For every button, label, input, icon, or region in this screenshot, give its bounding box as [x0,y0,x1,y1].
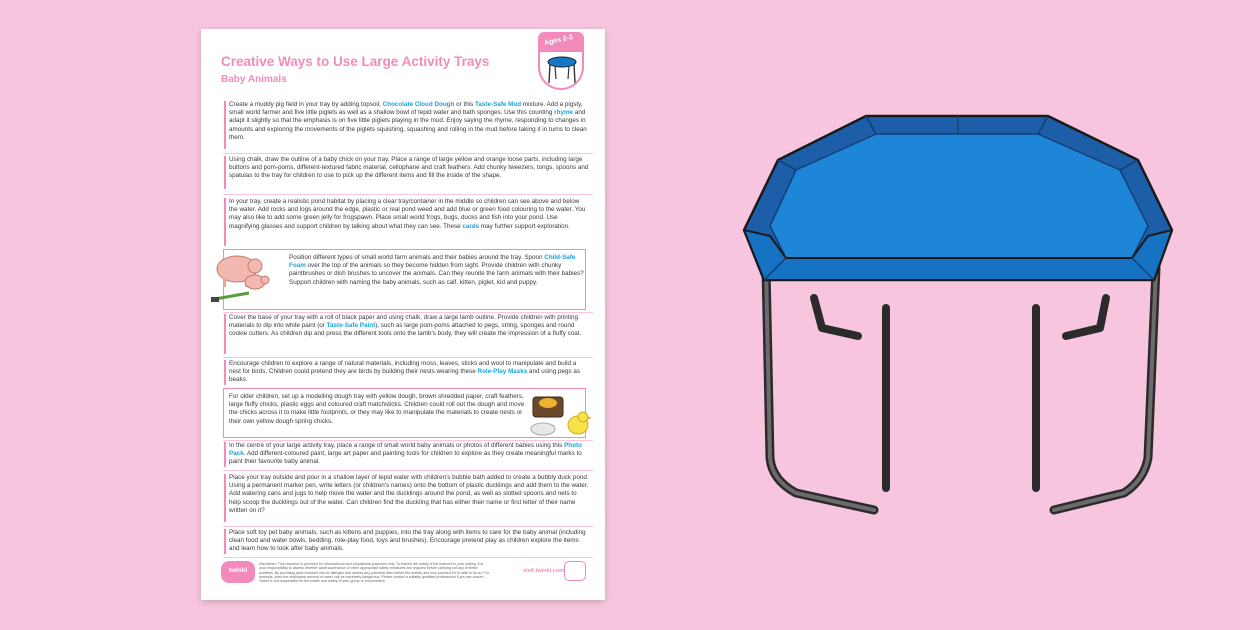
paragraph-marker [224,101,226,149]
twinkl-logo [221,561,255,583]
activity-paragraph [229,529,589,555]
activity-sheet [201,29,605,600]
activity-paragraph [229,198,589,248]
chick-and-nest-illustration [523,389,597,441]
paragraph-text: Position different types of small world farm animals and their babies around the tray. Spoon [289,254,545,261]
paragraph-marker [224,360,226,385]
paragraph-text: may further support exploration. [479,222,570,230]
paragraph-text: In your tray, create a realistic pond habitat by placing a clear tray/container in the middle so children can see above and below the water. Add rocks and logs around the edge, plastic or real pond weed and add blue or green food colouring to the water. You may also like to add some green jelly for frogspawn. Place small world frogs, bugs, ducks and fish into your pond. Use magnifying glasses and support children by talking about what they can see. These [229,198,586,230]
activity-paragraph [229,393,529,435]
divider [223,470,593,471]
logo-text: twinkl [228,567,248,574]
twinkl-badge-icon [564,561,586,581]
divider [223,357,593,358]
paragraph-text: and adapt it slightly so that the emphasis is on five little piglets playing in the mud. Enjoy saying the rhyme, responding to changes in amounts and exploring the movements of the piglets squishing, squashing and rolling in the mud before taking it in turns to clean them. [229,109,587,141]
paragraph-text: For older children, set up a modelling dough tray with yellow dough, brown shredded paper, craft feathers, large fluffy chicks, plastic eggs and coloured craft matchsticks. Children could roll out the dough and move the chicks across it to make little footprints, or they may like to manipulate the materials to create nests or their own yellow dough spring chicks. [229,393,525,425]
paragraph-text: mixture. Add a pigsty, small world farmer and five little piglets as well as a shallow bowl of tepid water and bath sponges. Use this counting [229,101,583,117]
resource-link[interactable]: Child-Safe Foam [289,254,576,270]
paragraph-marker [224,442,226,467]
paragraph-marker [224,529,226,554]
age-label: Ages 2-3 [543,34,574,47]
footer-divider [223,557,593,558]
paragraph-text: Place your tray outside and pour in a shallow layer of tepid water with children's bubble bath added to create a bubbly duck pond. Using a permanent marker pen, write letters (or children's names) onto the bottom of plastic ducklings and add them to the water. Add watering cans and jugs to help move the water and the ducklings around the pond, as well as slotted spoons and nets to help scoop the ducklings out of the water. Can children find the duckling that has either their name or first letter of their name written on it? [229,474,589,514]
activity-paragraph [229,360,589,386]
resource-link[interactable]: Taste-Safe Mud [475,101,522,108]
paragraph-text: Using chalk, draw the outline of a baby chick on your tray. Place a range of large yellow and orange loose parts, including large buttons and pom-poms, different-textured fabric material, cellophane and craft feathers. Add chunky tweezers, tongs, spoons and spatulas to the tray for children to use to pick up the different items and fill the inside of the shape. [229,156,589,180]
paragraph-text: or this [454,101,476,108]
activity-tray-illustration [736,108,1182,516]
paragraph-text: . Add different-coloured paint, large art paper and painting tools for children to explore as they create meaningful marks to paint their favourite baby animal. [229,450,582,466]
paragraph-text: ), such as large pom-poms attached to pegs, string, sponges and round cookie cutters. As children dip and press the different tools onto the lamb's body, they will create the impression of a fluffy coat. [229,322,582,338]
activity-paragraph [229,101,589,151]
resource-link[interactable]: Photo Pack [229,442,582,458]
paragraph-text: Create a muddy pig field in your tray by adding topsoil, [229,101,383,108]
divider [223,440,593,441]
paragraph-text: Cover the base of your tray with a roll of black paper and using chalk, draw a large lamb outline. Provide children with printing materials to dip into white paint (or [229,314,578,330]
page-title: Creative Ways to Use Large Activity Trays [221,54,490,69]
disclaimer-text: Disclaimer: This resource is provided for informational and educational purposes only. To ensure the safety of the learners in your setting, it is your responsibility to assess whether adult supervision or other appropriate safety measures are required before carrying out any of these activities. By providing adult-checked risk for allergies and assess any potential risks before the activity and only proceed if it is safe to do so. For example, even the shallowest amount of water can be extremely dangerous. Please contact a suitably qualified professional if you are unsure. Twinkl is not responsible for the health and safety of your group or environment. [259,562,489,584]
divider [223,526,593,527]
paragraph-marker [224,474,226,522]
tray-icon [545,53,579,87]
paragraph-text: over the top of the animals so they become hidden from sight. Provide children with chunky paintbrushes or dish brushes to uncover the animals. Can they reunite the farm animals with their babies? Support children with naming the baby animals, such as calf, kitten, piglet, kid and puppy. [289,262,584,286]
age-badge [538,32,584,90]
paragraph-marker [224,198,226,246]
footer-url-link[interactable]: visit twinkl.com [523,568,564,574]
resource-link[interactable]: rhyme [554,109,574,117]
paragraph-text: Place soft toy pet baby animals, such as kittens and puppies, into the tray along with items to care for the baby animal (including clean food and water bowls, bedding, role-play food, toys and brushes). Encourage pretend play as children explore the items and learn how to look after baby animals. [229,529,586,553]
resource-link[interactable]: cards [462,222,480,230]
paragraph-text: In the centre of your large activity tray, place a range of small world baby animals or photos of different babies using this [229,442,565,449]
paragraph-text: Encourage children to explore a range of natural materials, including moss, leaves, sticks and wool to manipulate and build a nest for birds. Children could pretend they are birds by building their nests wearing these [229,360,577,376]
resource-link[interactable]: Chocolate Cloud Dough [382,101,455,108]
page-subtitle: Baby Animals [221,74,287,85]
resource-link[interactable]: Role-Play Masks [477,368,528,376]
divider [223,153,593,154]
activity-paragraph [229,442,589,468]
activity-paragraph [229,474,589,524]
divider [223,194,593,195]
divider [223,312,593,313]
paragraph-marker [224,314,226,354]
activity-paragraph [289,254,585,304]
pig-and-piglet-illustration [209,247,279,305]
activity-paragraph [229,156,589,190]
paragraph-text: and using pegs as beaks. [229,368,581,384]
activity-paragraph [229,314,589,356]
paragraph-marker [224,156,226,189]
resource-link[interactable]: Taste-Safe Paint [326,322,376,330]
